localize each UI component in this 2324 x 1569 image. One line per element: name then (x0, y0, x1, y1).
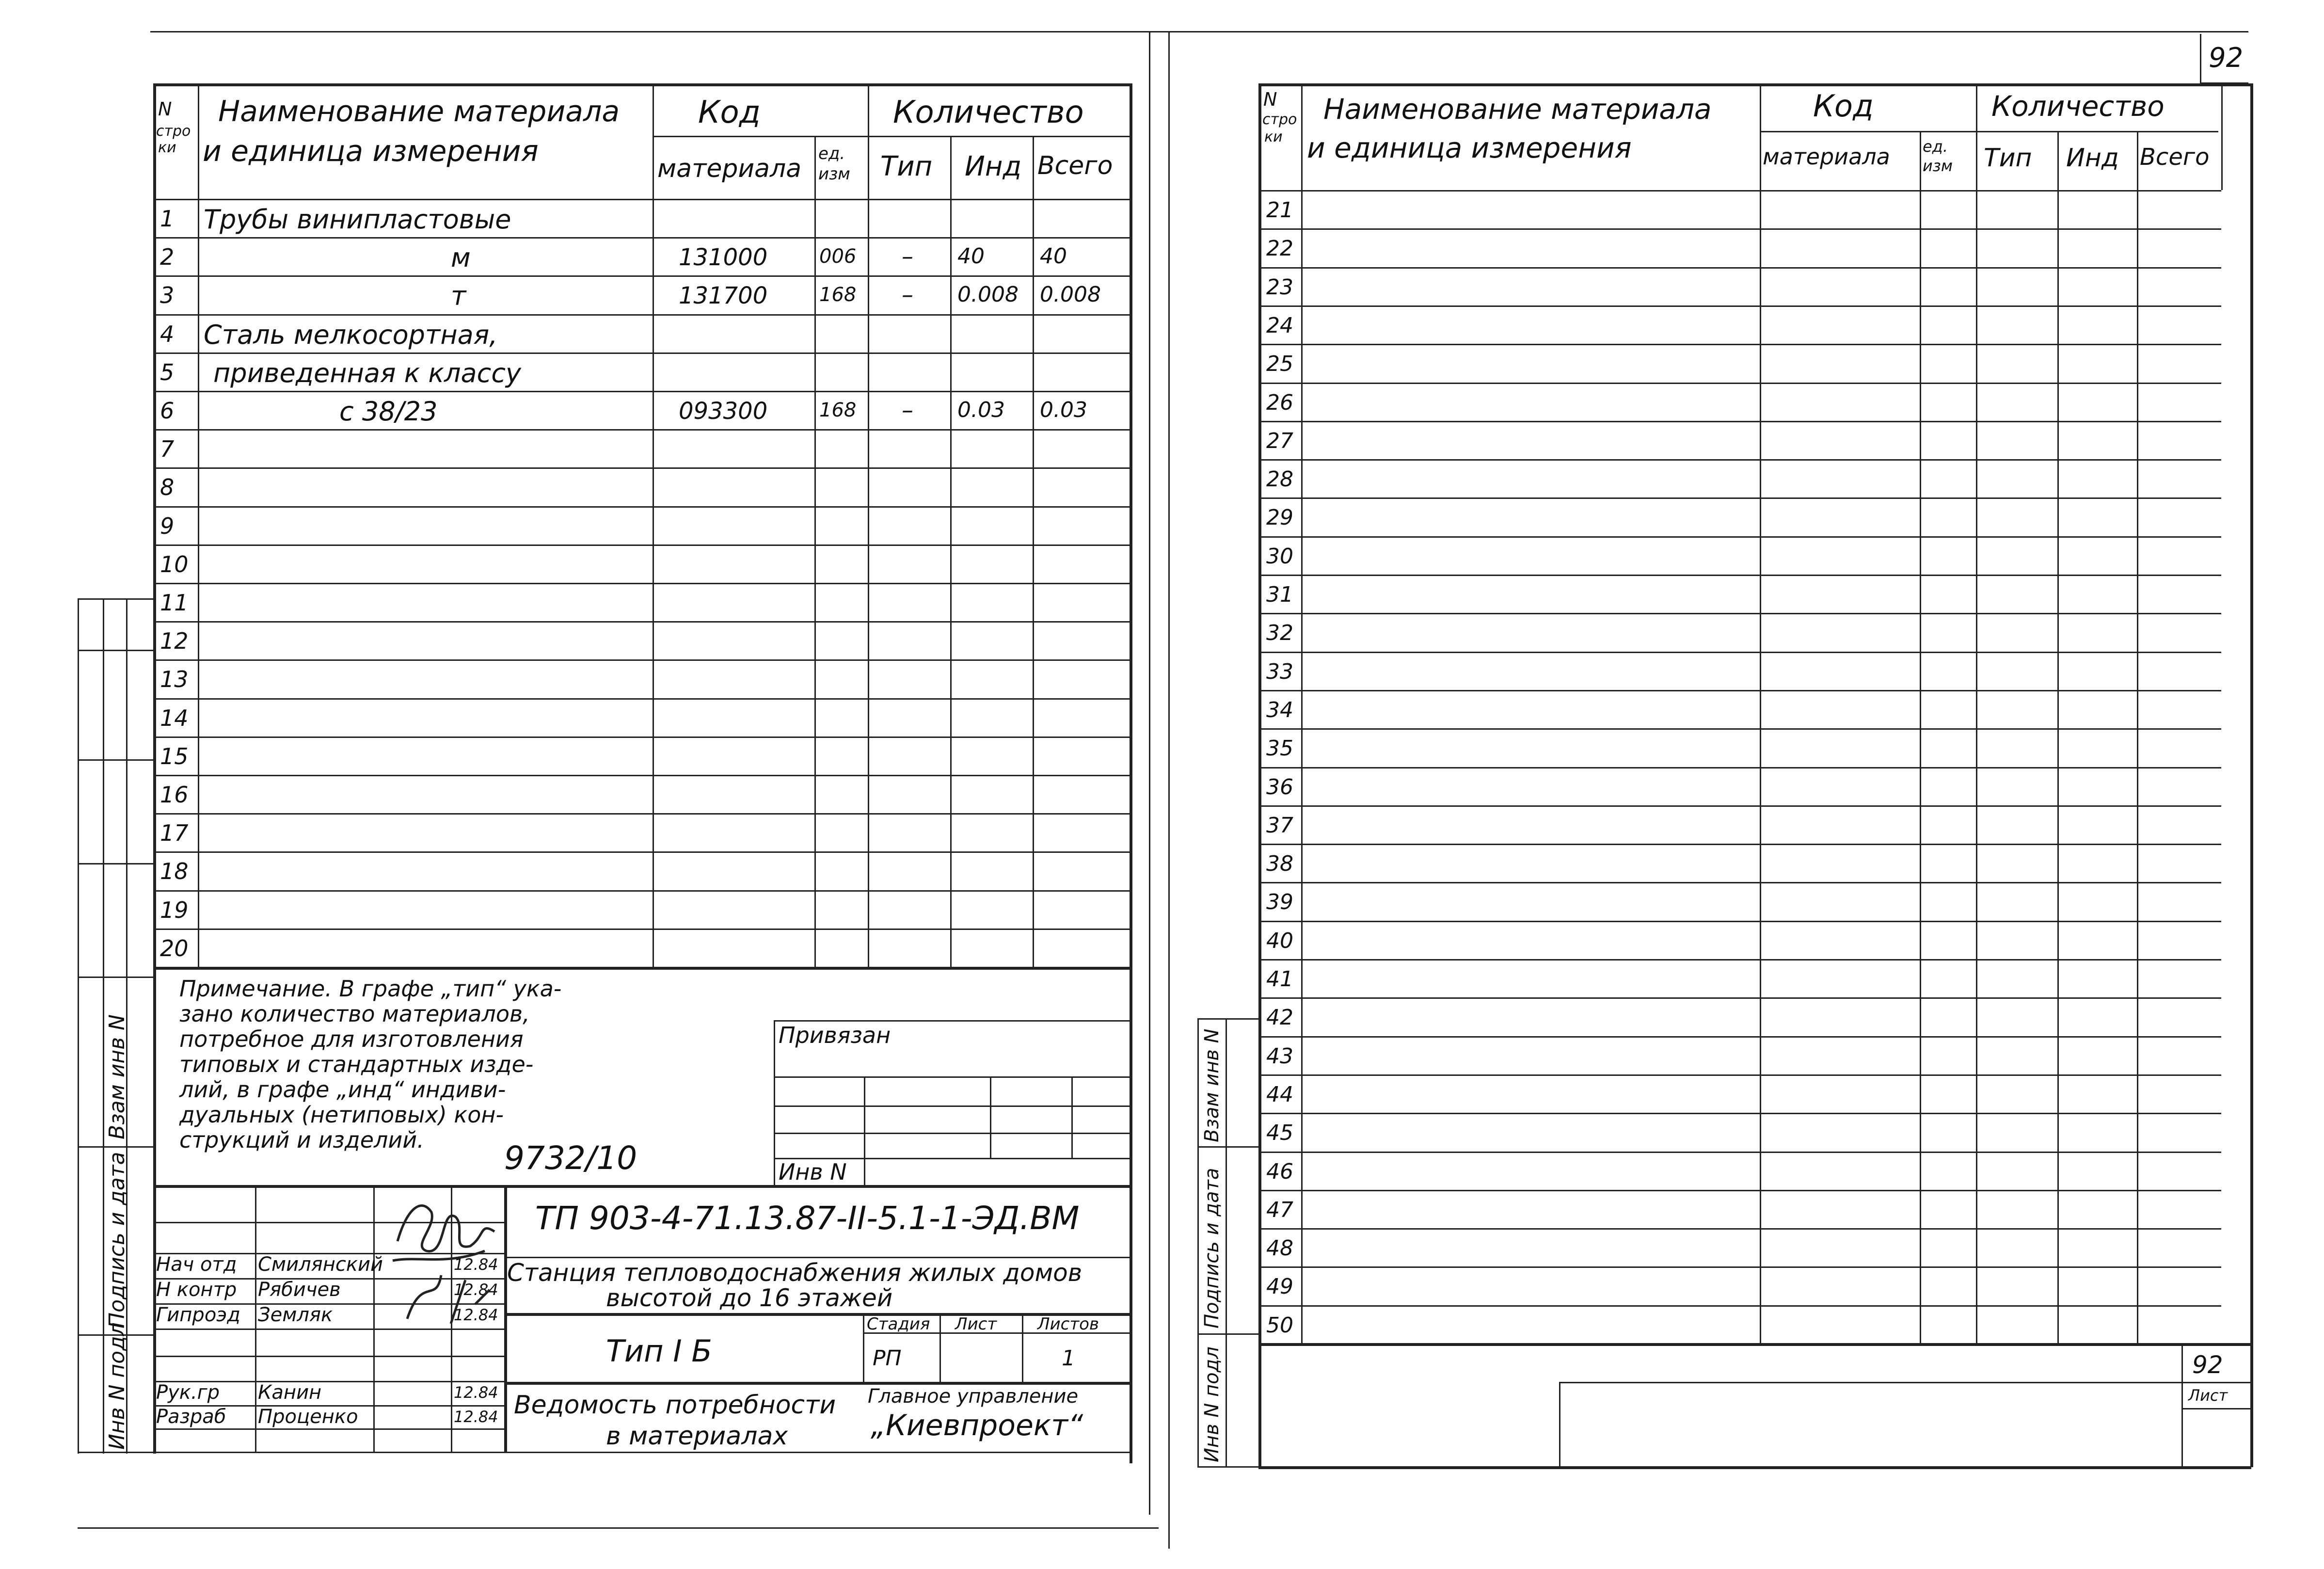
row-number: 37 (1266, 813, 1293, 838)
listov-value: 1 (1062, 1346, 1075, 1371)
row-line (153, 429, 1130, 431)
note-line: зано количество материалов, (179, 1001, 530, 1027)
row-line (1258, 267, 2221, 269)
row-number: 25 (1266, 352, 1293, 377)
row-line (1258, 1266, 2221, 1268)
row-vsego: 40 (1040, 244, 1067, 269)
header-vsego: Всего (1037, 151, 1113, 180)
row-number: 48 (1266, 1236, 1293, 1261)
row-number: 46 (1266, 1159, 1293, 1184)
r-header-vsego: Всего (2140, 144, 2210, 171)
r-header-ind: Инд (2066, 144, 2119, 173)
doc-code: ТП 903-4-71.13.87-II-5.1-1-ЭД.ВМ (535, 1200, 1080, 1237)
signature-scribble (378, 1178, 524, 1338)
listov-label: Листов (1037, 1314, 1099, 1334)
row-line (1258, 959, 2221, 961)
row-line (1258, 728, 2221, 730)
row-vsego: 0.008 (1040, 282, 1101, 307)
header-izm: изм (818, 164, 850, 184)
row-line (153, 506, 1130, 508)
row-number: 32 (1266, 621, 1293, 646)
row-line (1258, 652, 2221, 653)
note-line: дуальных (нетиповых) кон- (179, 1102, 504, 1128)
row-line (153, 813, 1130, 815)
row-ind: 0.03 (957, 398, 1005, 422)
r-header-kod: Код (1813, 88, 1874, 124)
r-header-n: N (1263, 89, 1277, 110)
list-label: Лист (955, 1314, 997, 1334)
note-line: типовых и стандартных изде- (179, 1051, 534, 1077)
inv-n-label: Инв N (779, 1159, 847, 1185)
header-kolichestvo: Количество (893, 95, 1084, 130)
row-tip: – (902, 281, 913, 309)
row-number: 41 (1266, 967, 1293, 992)
row-number: 18 (160, 858, 189, 885)
row-number: 23 (1266, 274, 1293, 300)
signature-name: Земляк (258, 1304, 333, 1326)
note-line: струкций и изделий. (179, 1127, 424, 1153)
header-stro: стро (156, 123, 191, 140)
r-header-izm: изм (1923, 157, 1953, 175)
row-line (153, 775, 1130, 776)
header-n: N (158, 98, 172, 120)
r-list-label: Лист (2188, 1386, 2228, 1405)
page-number-top: 92 (2209, 42, 2244, 74)
r-header-material: материала (1763, 144, 1890, 170)
row-vsego: 0.03 (1040, 398, 1087, 422)
row-number: 38 (1266, 851, 1293, 877)
row-line (1258, 690, 2221, 691)
row-line (153, 929, 1130, 930)
row-line (1258, 767, 2221, 768)
r-header-ed: ед. (1923, 137, 1948, 156)
row-line (1258, 497, 2221, 499)
row-tip: – (902, 397, 913, 424)
signature-role: Рук.гр (156, 1381, 220, 1404)
row-line (153, 544, 1130, 546)
row-line (153, 659, 1130, 661)
row-line (153, 314, 1130, 316)
signature-date: 12.84 (454, 1408, 498, 1426)
side-vzam-inv: Взам инв N (105, 1014, 129, 1139)
row-line (1258, 613, 2221, 614)
row-line (153, 237, 1130, 239)
row-line (153, 621, 1130, 623)
row-number: 16 (160, 782, 189, 808)
header-name-2: и единица измерения (203, 134, 539, 168)
side-podpis-data: Подпись и дата (105, 1152, 129, 1329)
row-line (1258, 1152, 2221, 1153)
header-ki: ки (158, 139, 176, 156)
row-kod: 131000 (679, 244, 768, 272)
row-name: Сталь мелкосортная, (204, 319, 498, 350)
row-line (1258, 1074, 2221, 1076)
row-line (1258, 305, 2221, 307)
row-number: 12 (160, 628, 189, 655)
row-name: т (451, 281, 466, 312)
row-line (153, 736, 1130, 738)
signature-role: Нач отд (156, 1253, 237, 1276)
row-number: 20 (160, 935, 189, 961)
stadiya-label: Стадия (867, 1314, 930, 1334)
org-line1: Главное управление (868, 1385, 1079, 1408)
row-line (1258, 459, 2221, 461)
signature-date: 12.84 (454, 1306, 498, 1324)
r-side-podpis-data: Подпись и дата (1201, 1168, 1223, 1329)
privyazan-label: Привязан (779, 1022, 891, 1048)
row-number: 43 (1266, 1043, 1293, 1069)
archive-number: 9732/10 (504, 1139, 637, 1177)
row-number: 9 (160, 512, 175, 539)
row-line (1258, 1036, 2221, 1038)
row-line (153, 851, 1130, 853)
row-line (1258, 1305, 2221, 1307)
sheet-title-1: Ведомость потребности (514, 1391, 836, 1420)
row-line (1258, 921, 2221, 922)
row-name: с 38/23 (339, 396, 438, 427)
row-line (1258, 344, 2221, 345)
row-number: 50 (1266, 1313, 1293, 1338)
row-number: 22 (1266, 236, 1293, 261)
row-line (1258, 536, 2221, 538)
row-number: 44 (1266, 1082, 1293, 1107)
header-ind: Инд (965, 151, 1022, 182)
r-side-inv-podl: Инв N подл (1201, 1346, 1223, 1462)
row-kod: 131700 (679, 282, 768, 310)
row-number: 26 (1266, 390, 1293, 415)
note-line: лий, в графе „инд“ индиви- (179, 1076, 506, 1103)
project-line2: высотой до 16 этажей (606, 1284, 893, 1312)
r-side-vzam-inv: Взам инв N (1201, 1028, 1223, 1142)
row-line (153, 583, 1130, 584)
header-tip: Тип (880, 151, 933, 182)
r-header-name-2: и единица измерения (1307, 131, 1632, 164)
r-header-tip: Тип (1984, 144, 2032, 173)
row-name: Трубы винипластовые (204, 204, 511, 235)
row-number: 30 (1266, 544, 1293, 569)
row-number: 3 (160, 282, 175, 309)
header-kod: Код (698, 95, 761, 130)
row-line (1258, 383, 2221, 384)
r-header-ki: ки (1264, 128, 1283, 145)
row-number: 17 (160, 820, 189, 847)
header-name-1: Наименование материала (218, 95, 620, 128)
stadiya-value: РП (873, 1346, 902, 1371)
row-number: 27 (1266, 428, 1293, 453)
row-line (1258, 1228, 2221, 1230)
note-line: потребное для изготовления (179, 1026, 524, 1052)
row-line (153, 467, 1130, 469)
signature-role: Разраб (156, 1406, 226, 1428)
row-tip: – (902, 243, 913, 271)
row-name: м (451, 242, 471, 273)
header-material: материала (657, 154, 802, 183)
row-number: 33 (1266, 659, 1293, 684)
row-number: 24 (1266, 313, 1293, 338)
sheet-title-2: в материалах (606, 1422, 788, 1451)
row-line (1258, 805, 2221, 807)
row-ed: 168 (819, 399, 857, 421)
row-number: 34 (1266, 697, 1293, 722)
row-line (1258, 844, 2221, 845)
type-label: Тип I Б (606, 1333, 712, 1369)
signature-name: Канин (258, 1381, 322, 1404)
header-ed: ед. (818, 144, 845, 163)
row-number: 4 (160, 320, 175, 347)
row-number: 19 (160, 897, 189, 923)
row-line (1258, 228, 2221, 230)
signature-name: Рябичев (258, 1279, 341, 1301)
row-line (1258, 421, 2221, 422)
row-number: 5 (160, 359, 175, 385)
row-line (153, 698, 1130, 700)
r-header-stro: стро (1262, 111, 1297, 128)
row-line (153, 352, 1130, 354)
side-inv-podl: Инв N подл (105, 1322, 129, 1450)
row-number: 47 (1266, 1197, 1293, 1222)
row-name: приведенная к классу (213, 357, 521, 388)
row-number: 11 (160, 590, 189, 616)
row-line (1258, 575, 2221, 576)
row-number: 1 (160, 206, 175, 232)
signature-role: Н контр (156, 1279, 237, 1301)
signature-date: 12.84 (454, 1383, 498, 1402)
row-number: 49 (1266, 1274, 1293, 1299)
signature-date: 12.84 (454, 1255, 498, 1274)
row-number: 36 (1266, 774, 1293, 800)
signature-date: 12.84 (454, 1281, 498, 1299)
row-line (153, 275, 1130, 277)
row-number: 13 (160, 666, 189, 693)
row-number: 14 (160, 704, 189, 731)
row-number: 7 (160, 436, 175, 463)
row-number: 40 (1266, 928, 1293, 953)
signature-name: Смилянский (258, 1253, 383, 1276)
r-header-name-1: Наименование материала (1323, 93, 1712, 126)
note-line: Примечание. В графе „тип“ ука- (179, 976, 562, 1002)
row-number: 31 (1266, 582, 1293, 607)
org-line2: „Киевпроект“ (871, 1409, 1083, 1442)
row-number: 39 (1266, 890, 1293, 915)
row-ed: 168 (819, 284, 857, 306)
row-ind: 0.008 (957, 282, 1019, 307)
signature-role: Гипроэд (156, 1304, 240, 1326)
row-ind: 40 (957, 244, 985, 269)
row-number: 29 (1266, 505, 1293, 530)
row-number: 10 (160, 551, 189, 577)
row-number: 42 (1266, 1005, 1293, 1030)
r-page-number: 92 (2192, 1351, 2223, 1379)
row-line (1258, 1113, 2221, 1114)
row-number: 6 (160, 398, 175, 424)
row-line (153, 391, 1130, 392)
row-line (1258, 1190, 2221, 1191)
row-line (153, 890, 1130, 892)
row-number: 15 (160, 743, 189, 769)
row-number: 21 (1266, 198, 1293, 223)
r-header-kolichestvo: Количество (1991, 90, 2165, 123)
row-line (1258, 997, 2221, 999)
row-number: 8 (160, 474, 175, 501)
row-number: 35 (1266, 736, 1293, 761)
row-number: 45 (1266, 1121, 1293, 1146)
row-number: 2 (160, 244, 175, 271)
project-line1: Станция тепловодоснабжения жилых домов (507, 1259, 1082, 1287)
signature-name: Проценко (258, 1406, 358, 1428)
row-number: 28 (1266, 467, 1293, 492)
row-ed: 006 (819, 245, 857, 268)
row-kod: 093300 (679, 398, 768, 425)
row-line (1258, 882, 2221, 883)
